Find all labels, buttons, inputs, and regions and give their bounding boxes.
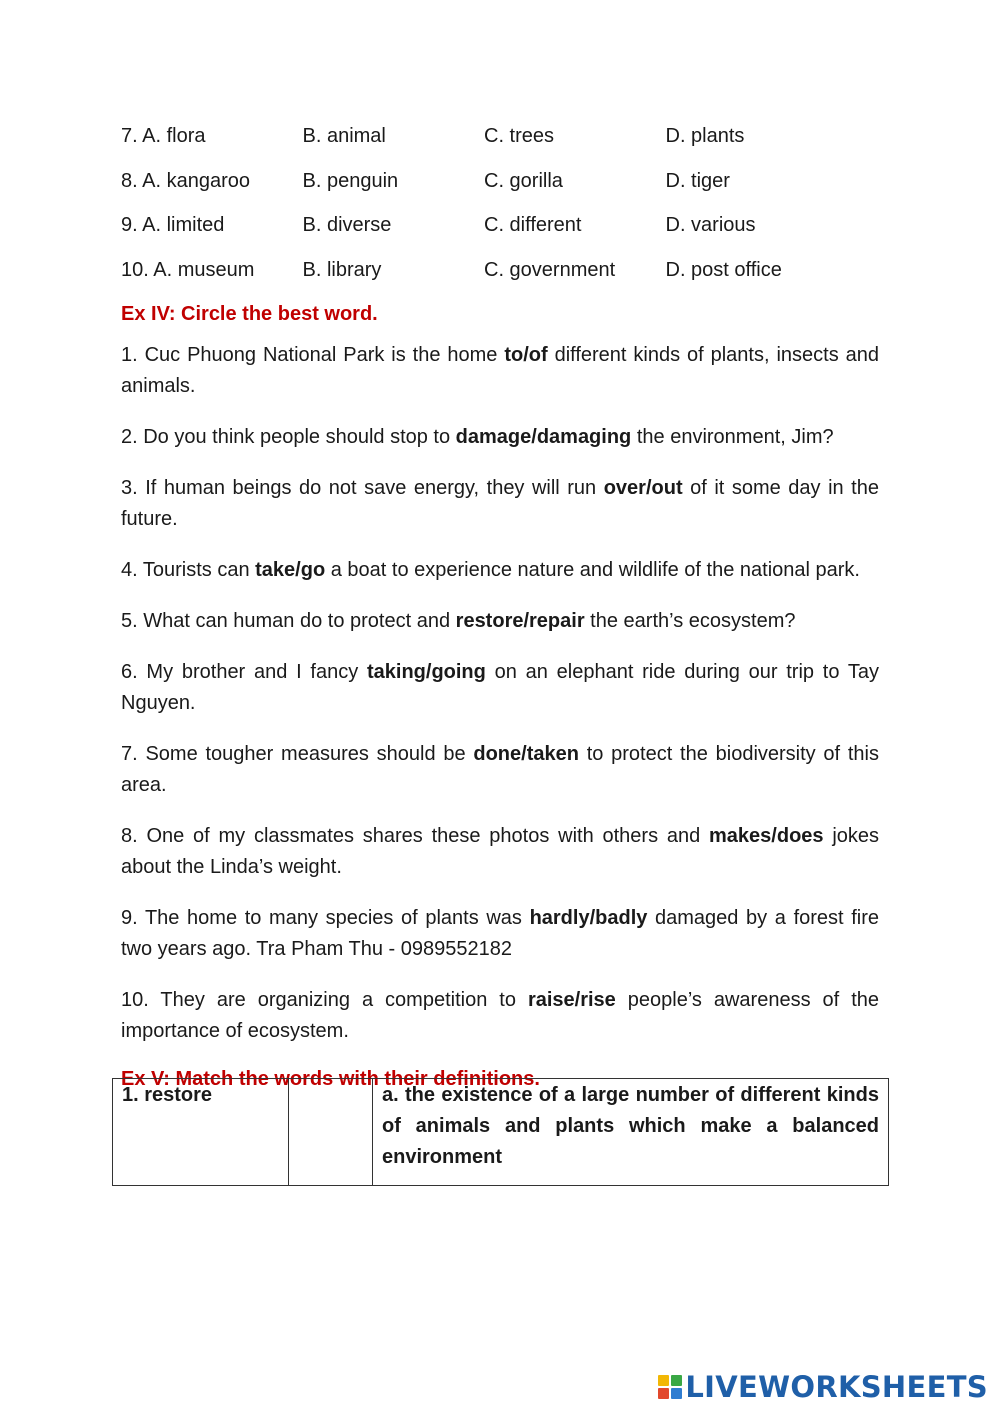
mc-option: D. tiger: [665, 169, 730, 192]
question-item: 2. Do you think people should stop to damage/damaging the environment, Jim?: [121, 426, 834, 448]
ex4-items: [121, 340, 879, 1047]
question-item: 5. What can human do to protect and restore/repair the earth’s ecosystem?: [121, 610, 796, 632]
question-item: 9. The home to many species of plants was hardly/badly damaged by a forest fire two years ago. Tra Pham Thu - 0989552182: [121, 907, 880, 960]
question-item: 6. My brother and I fancy taking/going on an elephant ride during our trip to Tay Nguyen.: [121, 661, 879, 714]
word-choice[interactable]: makes/does: [709, 825, 824, 847]
brand-name: LIVEWORKSHEETS: [685, 1370, 988, 1404]
question-item: 3. If human beings do not save energy, they will run over/out of it some day in the future.: [121, 477, 879, 530]
word-choice[interactable]: over/out: [603, 477, 683, 499]
table-row: [113, 1079, 889, 1186]
mc-option: D. post office: [665, 258, 782, 281]
match-word: 1. restore: [113, 1079, 289, 1186]
word-choice[interactable]: done/taken: [473, 743, 579, 765]
mc-option: 7. A. flora: [121, 125, 206, 147]
mc-option: 9. A. limited: [121, 214, 225, 236]
mc-row: [121, 163, 879, 208]
mc-option: C. gorilla: [484, 169, 563, 192]
mc-row: [121, 207, 879, 252]
mc-option: C. trees: [484, 125, 555, 147]
mc-option: B. library: [302, 258, 382, 281]
mc-option: B. animal: [302, 125, 386, 147]
word-choice[interactable]: hardly/badly: [529, 907, 648, 929]
worksheet-content: [121, 118, 879, 1105]
mc-option: 8. A. kangaroo: [121, 169, 250, 192]
question-item: 7. Some tougher measures should be done/taken to protect the biodiversity of this area.: [121, 743, 880, 796]
logo-icon: [658, 1375, 682, 1399]
liveworksheets-logo: [658, 1370, 988, 1404]
matching-table: [112, 1078, 889, 1186]
question-item: 10. They are organizing a competition to raise/rise people’s awareness of the importance of ecosystem.: [121, 989, 879, 1042]
match-answer-cell[interactable]: [289, 1079, 373, 1186]
question-item: 8. One of my classmates shares these photos with others and makes/does jokes about the Linda’s weight.: [121, 825, 880, 878]
mc-option: C. government: [484, 258, 616, 281]
mc-option: 10. A. museum: [121, 258, 255, 281]
logo-square: [671, 1375, 682, 1386]
ex5-title: Ex V: Match the words with their definitions.: [121, 1068, 540, 1090]
word-choice[interactable]: restore/repair: [455, 610, 585, 632]
logo-square: [658, 1375, 669, 1386]
logo-square: [658, 1388, 669, 1399]
mc-option: D. plants: [665, 125, 745, 147]
match-definition: a. the existence of a large number of different kinds of animals and plants which make a balanced environment: [373, 1079, 889, 1186]
ex4-title: Ex IV: Circle the best word.: [121, 303, 378, 325]
question-item: 1. Cuc Phuong National Park is the home to/of different kinds of plants, insects and animals.: [121, 344, 879, 397]
mc-option: D. various: [665, 214, 756, 236]
word-choice[interactable]: taking/going: [366, 661, 486, 683]
mc-option: C. different: [484, 214, 582, 236]
mc-row: [121, 118, 879, 163]
question-item: 4. Tourists can take/go a boat to experience nature and wildlife of the national park.: [121, 559, 860, 581]
mc-row: [121, 252, 879, 297]
multiple-choice-options: [121, 118, 879, 296]
word-choice[interactable]: raise/rise: [527, 989, 616, 1011]
mc-option: B. penguin: [302, 169, 399, 192]
word-choice[interactable]: to/of: [504, 344, 548, 366]
mc-option: B. diverse: [302, 214, 392, 236]
word-choice[interactable]: take/go: [255, 559, 326, 581]
word-choice[interactable]: damage/damaging: [455, 426, 632, 448]
logo-square: [671, 1388, 682, 1399]
